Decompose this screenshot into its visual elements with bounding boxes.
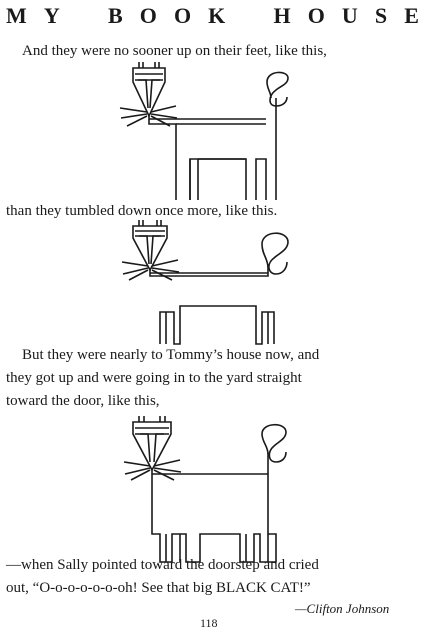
author-attribution: —Clifton Johnson [295, 601, 390, 616]
page-number: 118 [200, 616, 218, 630]
text-line: they got up and were going in to the yard straight [6, 370, 302, 386]
text-line: And they were no sooner up on their feet, like this, [22, 43, 327, 59]
text-line: toward the door, like this, [6, 393, 160, 409]
header-letter: O [173, 3, 192, 28]
cat-figure-tumbled [0, 220, 427, 345]
text-line: than they tumbled down once more, like this. [6, 203, 278, 219]
text-line: out, “O-o-o-o-o-o-oh! See that big BLACK CAT!” [6, 580, 311, 596]
header-letter: B [107, 3, 123, 28]
header-letter: Y [43, 3, 60, 28]
running-header [0, 2, 427, 30]
cat-figure-standing [0, 60, 427, 200]
header-letter: E [404, 3, 419, 28]
text-line: But they were nearly to Tommy’s house now, and [22, 347, 320, 363]
header-letter: O [139, 3, 157, 28]
header-letter: K [208, 3, 226, 28]
header-letter: S [374, 3, 388, 28]
header-letter: H [273, 3, 291, 28]
header-letter: M [6, 3, 27, 28]
header-letter: U [341, 3, 358, 28]
text-line: —when Sally pointed toward the doorstep and cried [6, 557, 319, 573]
cat-figure-facing-door [0, 414, 427, 564]
header-letter: O [307, 3, 325, 28]
